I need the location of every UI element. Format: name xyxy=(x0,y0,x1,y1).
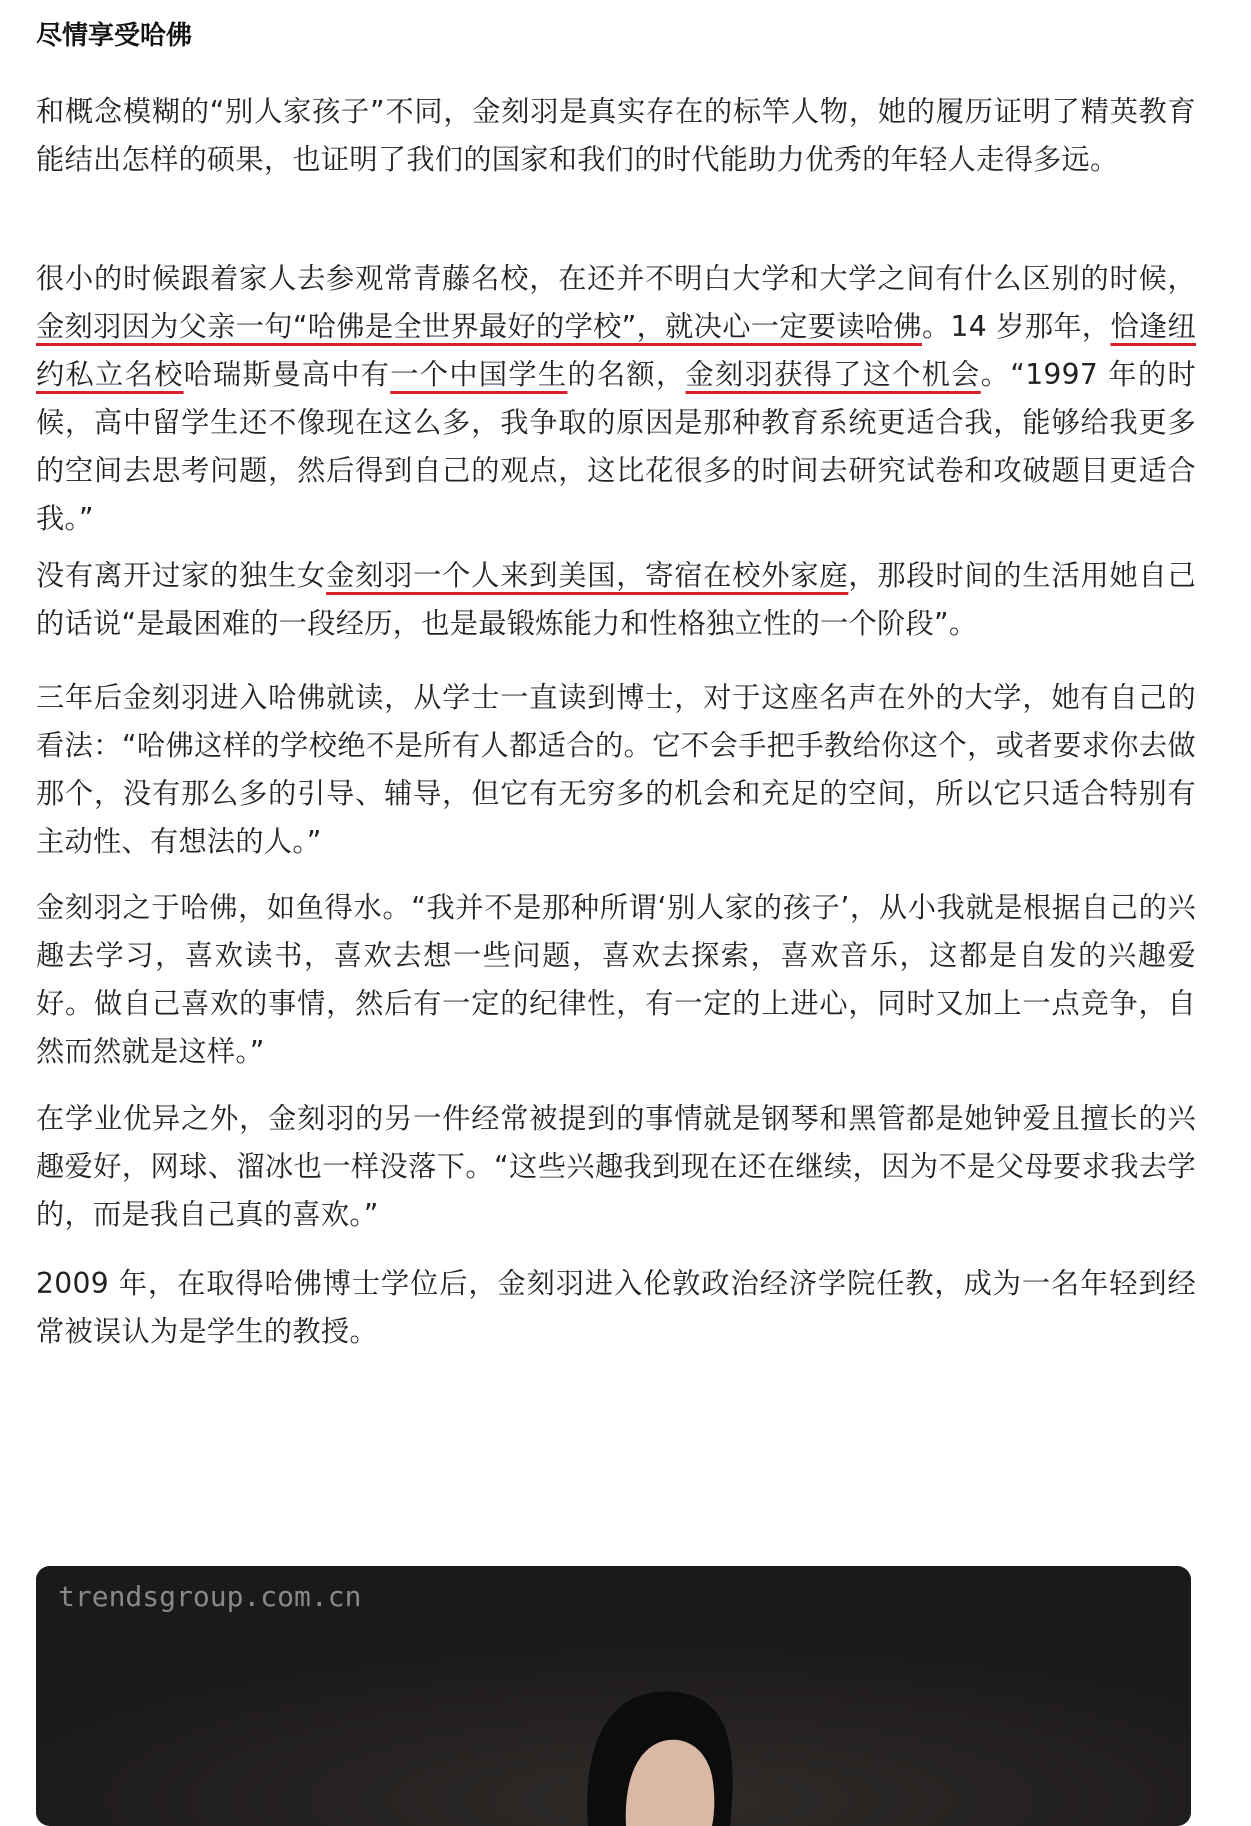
p2-text-2: 。14 岁那年， xyxy=(921,310,1111,343)
p3-text-2: ，那段时间的生活用她自己的话说“是最困难的一段经历，也是最锻炼能力和性格独立性的一个阶段”。 xyxy=(36,559,1196,640)
p2-underline-2: 恰逢纽约私立名校 xyxy=(36,310,1196,391)
p2-underline-1: 金刻羽因为父亲一句“哈佛是全世界最好的学校”，就决心一定要读哈佛 xyxy=(36,310,922,343)
paragraph-5: 金刻羽之于哈佛，如鱼得水。“我并不是那种所谓‘别人家的孩子’，从小我就是根据自己的兴趣去学习，喜欢读书，喜欢去想一些问题，喜欢去探索，喜欢音乐，这都是自发的兴趣爱好。做自己喜欢的事情，然后有一定的纪律性，有一定的上进心，同时又加上一点竞争，自然而然就是这样。” xyxy=(36,891,1196,1068)
paragraph-1: 和概念模糊的“别人家孩子”不同，金刻羽是真实存在的标竿人物，她的履历证明了精英教育能结出怎样的硕果，也证明了我们的国家和我们的时代能助力优秀的年轻人走得多远。 xyxy=(36,95,1196,176)
paragraph-4: 三年后金刻羽进入哈佛就读，从学士一直读到博士，对于这座名声在外的大学，她有自己的看法：“哈佛这样的学校绝不是所有人都适合的。它不会手把手教给你这个，或者要求你去做那个，没有那么多的引导、辅导，但它有无穷多的机会和充足的空间，所以它只适合特别有主动性、有想法的人。” xyxy=(36,681,1196,858)
paragraph-7: 2009 年，在取得哈佛博士学位后，金刻羽进入伦敦政治经济学院任教，成为一名年轻到经常被误认为是学生的教授。 xyxy=(36,1267,1196,1348)
paragraph-2 xyxy=(36,255,1196,543)
photo-watermark: trendsgroup.com.cn xyxy=(58,1580,362,1613)
paragraph-3 xyxy=(36,552,1196,648)
p3-underline-1: 金刻羽一个人来到美国，寄宿在校外家庭 xyxy=(326,559,849,592)
p3-text-1: 没有离开过家的独生女 xyxy=(36,559,327,592)
paragraph-6: 在学业优异之外，金刻羽的另一件经常被提到的事情就是钢琴和黑管都是她钟爱且擅长的兴趣爱好，网球、溜冰也一样没落下。“这些兴趣我到现在还在继续，因为不是父母要求我去学的，而是我自己真的喜欢。” xyxy=(36,1102,1196,1231)
p2-text-3: 哈瑞斯曼高中有 xyxy=(183,358,391,391)
p2-underline-3: 一个中国学生 xyxy=(390,358,568,391)
p2-underline-4: 金刻羽获得了这个机会 xyxy=(685,358,981,391)
article-photo xyxy=(36,1566,1191,1826)
p2-text-4: 的名额， xyxy=(567,358,686,391)
section-heading: 尽情享受哈佛 xyxy=(36,21,193,51)
p2-text-5: 。“1997 年的时候，高中留学生还不像现在这么多，我争取的原因是那种教育系统更适合我，能够给我更多的空间去思考问题，然后得到自己的观点，这比花很多的时间去研究试卷和攻破题目更适合我。” xyxy=(36,358,1196,535)
p2-text-1: 很小的时候跟着家人去参观常青藤名校，在还并不明白大学和大学之间有什么区别的时候， xyxy=(36,262,1196,295)
